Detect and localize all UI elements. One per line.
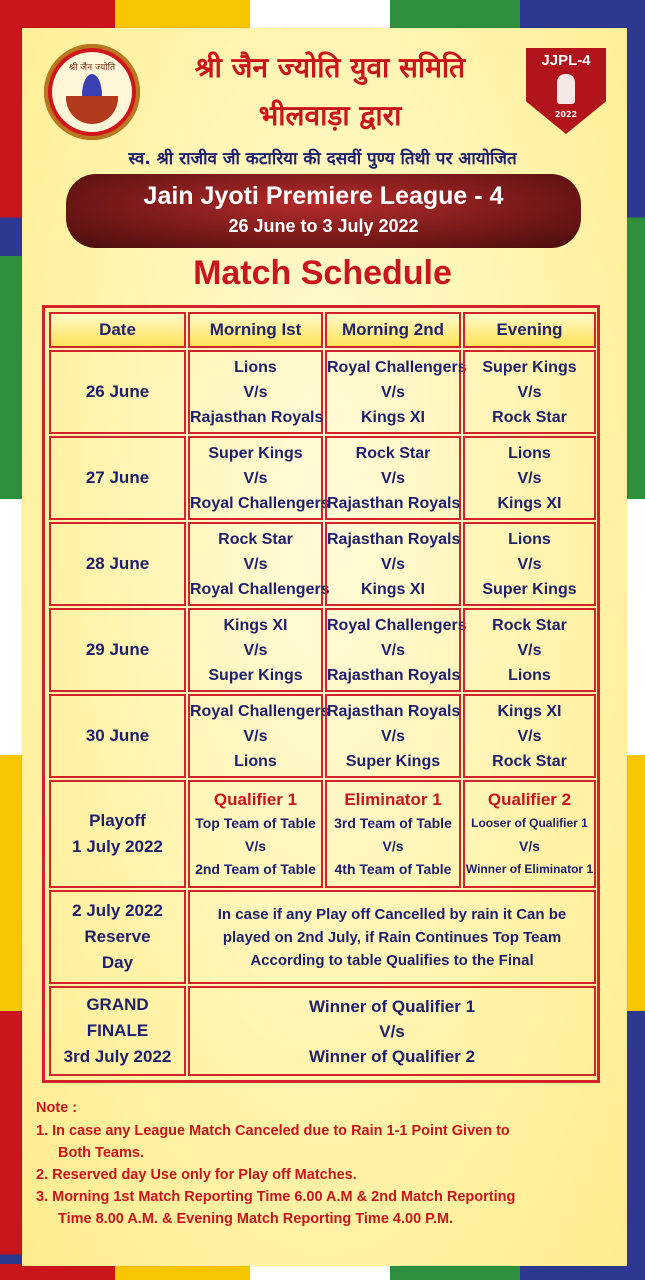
date-cell: 28 June (49, 522, 186, 606)
match-cell: Lions V/s Super Kings (463, 522, 596, 606)
logo-text: श्री जैन ज्योति (68, 63, 116, 73)
date-cell: 27 June (49, 436, 186, 520)
qualifier-2-cell: Qualifier 2 Looser of Qualifier 1 V/s Winner of Eliminator 1 (463, 780, 596, 888)
match-cell: Rajasthan Royals V/s Super Kings (325, 694, 461, 778)
match-cell: Rock Star V/s Rajasthan Royals (325, 436, 461, 520)
match-cell: Super Kings V/s Royal Challengers (188, 436, 323, 520)
match-cell: Kings XI V/s Super Kings (188, 608, 323, 692)
league-dates: 26 June to 3 July 2022 (228, 216, 419, 236)
badge-title: JJPL-4 (541, 52, 591, 69)
match-cell: Lions V/s Rajasthan Royals (188, 350, 323, 434)
reserve-date-cell: 2 July 2022 Reserve Day (49, 890, 186, 984)
player-icon (557, 74, 575, 104)
date-cell: 29 June (49, 608, 186, 692)
schedule-table (42, 305, 600, 1083)
memorial-line: स्व. श्री राजीव जी कटारिया की दसवीं पुण्य तिथी पर आयोजित (128, 149, 517, 169)
match-cell: Rajasthan Royals V/s Kings XI (325, 522, 461, 606)
match-cell: Lions V/s Kings XI (463, 436, 596, 520)
notes-section (36, 1096, 626, 1230)
note-item: 1. In case any League Match Canceled due to Rain 1-1 Point Given to Both Teams. (36, 1123, 510, 1161)
match-cell: Royal Challengers V/s Lions (188, 694, 323, 778)
finale-date-cell: GRAND FINALE 3rd July 2022 (49, 986, 186, 1076)
header-date: Date (49, 312, 186, 348)
header-morning-1: Morning Ist (188, 312, 323, 348)
league-title: Jain Jyoti Premiere League - 4 (143, 182, 504, 210)
flag-stripe-right (627, 0, 645, 1280)
date-cell: 26 June (49, 350, 186, 434)
playoff-date-cell: Playoff 1 July 2022 (49, 780, 186, 888)
match-cell: Royal Challengers V/s Kings XI (325, 350, 461, 434)
note-item: 2. Reserved day Use only for Play off Matches. (36, 1167, 357, 1183)
note-item: 3. Morning 1st Match Reporting Time 6.00 A.M & 2nd Match Reporting Time 8.00 A.M. & Evening Match Reporting Time 4.00 P.M. (36, 1189, 516, 1227)
org-city: भीलवाड़ा द्वारा (258, 99, 402, 132)
header-morning-2: Morning 2nd (325, 312, 461, 348)
finale-match-cell: Winner of Qualifier 1 V/s Winner of Qualifier 2 (188, 986, 596, 1076)
match-cell: Super Kings V/s Rock Star (463, 350, 596, 434)
date-cell: 30 June (49, 694, 186, 778)
hands-icon (66, 96, 118, 124)
flag-stripe-top (0, 0, 645, 28)
match-cell: Rock Star V/s Lions (463, 608, 596, 692)
match-cell: Royal Challengers V/s Rajasthan Royals (325, 608, 461, 692)
header-evening: Evening (463, 312, 596, 348)
eliminator-1-cell: Eliminator 1 3rd Team of Table V/s 4th Team of Table (325, 780, 461, 888)
notes-title: Note : (36, 1100, 78, 1116)
match-cell: Kings XI V/s Rock Star (463, 694, 596, 778)
flag-stripe-bottom (0, 1264, 645, 1280)
org-name: श्री जैन ज्योति युवा समिति (194, 51, 466, 84)
flag-stripe-left (0, 0, 22, 1280)
samiti-logo (44, 44, 140, 140)
badge-year: 2022 (554, 110, 578, 119)
reserve-rule-cell: In case if any Play off Cancelled by rain it Can be played on 2nd July, if Rain Continues Top Team According to table Qualifies to the Final (188, 890, 596, 984)
jjpl-badge (526, 48, 606, 134)
match-cell: Rock Star V/s Royal Challengers (188, 522, 323, 606)
schedule-title: Match Schedule (193, 254, 452, 292)
qualifier-1-cell: Qualifier 1 Top Team of Table V/s 2nd Team of Table (188, 780, 323, 888)
league-banner (66, 174, 581, 248)
